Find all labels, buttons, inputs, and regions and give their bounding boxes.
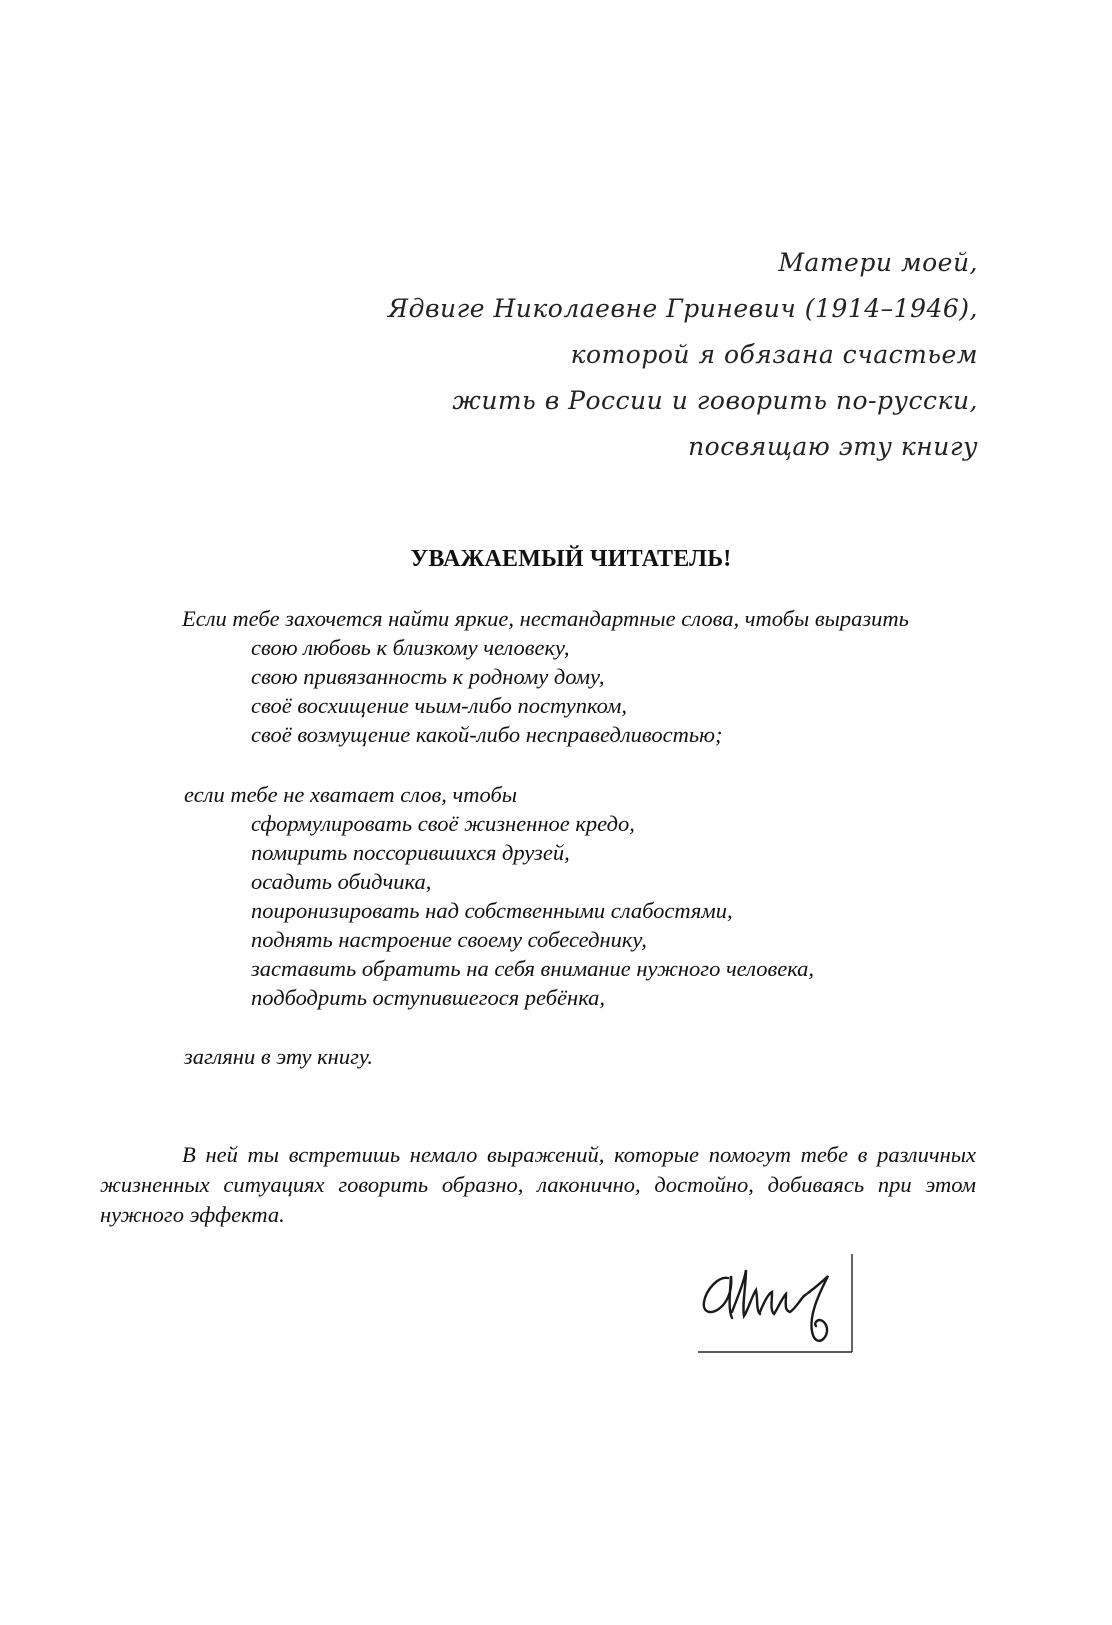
second-list-item: заставить обратить на себя внимание нужного человека, [251,956,815,981]
second-list-item: осадить обидчика, [251,869,432,894]
second-list-item: поднять настроение своему собеседнику, [251,927,647,952]
second-list-item: поиронизировать над собственными слабостями, [251,898,733,923]
author-signature [698,1252,886,1356]
signature-stroke-l [732,1270,760,1316]
look-into-book-line: загляни в эту книгу. [184,1044,374,1069]
final-paragraph [100,1140,976,1230]
dedication [278,240,978,470]
second-list-item: сформулировать своё жизненное кредо, [251,811,635,836]
intro-list-item: своё восхищение чьим-либо поступком, [251,693,628,718]
second-list-item: подбодрить оступившегося ребёнка, [251,985,606,1010]
signature-drawing [698,1252,886,1356]
intro-first-line: Если тебе захочется найти яркие, нестандартные слова, чтобы выразить [182,606,909,631]
page-title [0,546,1112,573]
dedication-line: Матери моей, [778,248,978,277]
intro-list-item: свою любовь к близкому человеку, [251,635,570,660]
signature-stroke-m [760,1292,804,1314]
dedication-line: посвящаю эту книгу [688,432,978,461]
intro-list-item: своё возмущение какой-либо несправедливостью; [251,722,723,747]
final-paragraph-text: В ней ты встретишь немало выражений, которые помогут тебе в различных жизненных ситуациях говорить образно, лаконично, достойно, добиваясь при этом нужного эффекта. [100,1142,976,1227]
intro-list-item: свою привязанность к родному дому, [251,664,605,689]
signature-stroke-tail [804,1276,828,1341]
page-title-text: УВАЖАЕМЫЙ ЧИТАТЕЛЬ! [410,546,732,572]
second-list-item: помирить поссорившихся друзей, [251,840,570,865]
second-first-line: если тебе не хватает слов, чтобы [184,782,518,807]
signature-stroke-a [704,1276,732,1318]
dedication-line: жить в России и говорить по-русски, [452,386,978,415]
dedication-line: которой я обязана счастьем [570,340,978,369]
dedication-line: Ядвиге Николаевне Гриневич (1914–1946), [387,294,978,323]
